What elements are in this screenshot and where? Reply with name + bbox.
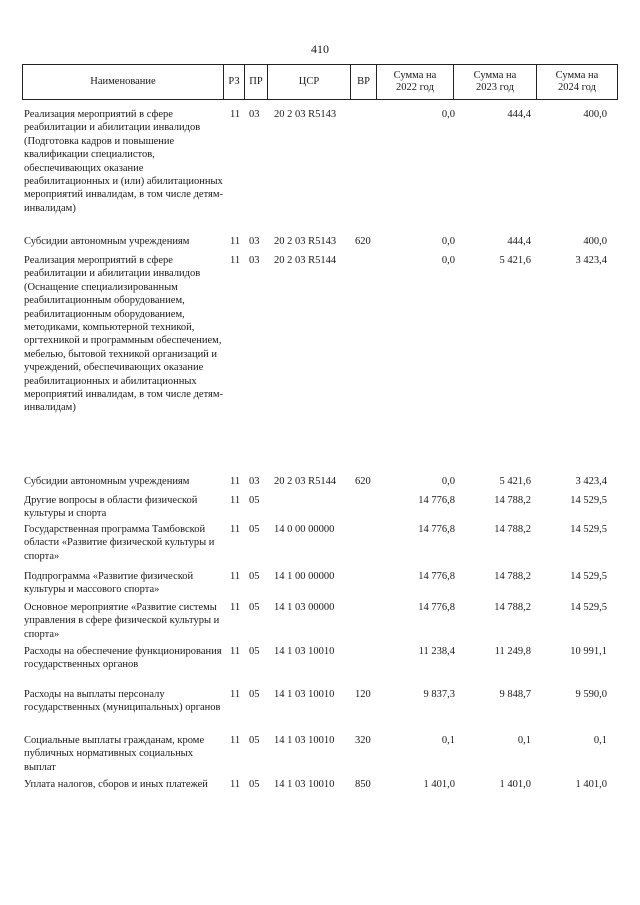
header-csr: ЦСР xyxy=(267,65,350,99)
row-sum-2024: 10 991,1 xyxy=(570,646,607,657)
row-csr: 20 2 03 R5143 xyxy=(274,109,337,120)
row-sum-2024: 3 423,4 xyxy=(575,255,607,266)
row-sum-2023: 0,1 xyxy=(517,735,531,746)
row-name: Субсидии автономным учреждениям xyxy=(24,476,190,487)
row-sum-2024: 1 401,0 xyxy=(575,779,607,790)
row-sum-2022: 11 238,4 xyxy=(418,646,455,657)
row-sum-2022: 0,0 xyxy=(441,236,455,247)
row-sum-2024: 3 423,4 xyxy=(575,476,607,487)
row-sum-2024: 400,0 xyxy=(583,236,607,247)
row-rz: 11 xyxy=(230,495,241,506)
row-pr: 03 xyxy=(249,236,260,247)
row-vr: 850 xyxy=(355,779,371,790)
row-csr: 14 1 03 10010 xyxy=(274,779,335,790)
row-name: Реализация мероприятий в сфере реабилитации и абилитации инвалидов (Подготовка кадров и повышение квалификации специалистов, обеспечивающих оказание реабилитационных и (или) абилитационных мероприятий инвалидам, в том числе детям-инвалидам) xyxy=(24,109,224,214)
row-name: Расходы на обеспечение функционирования государственных органов xyxy=(24,646,222,671)
row-csr: 14 1 03 00000 xyxy=(274,602,335,613)
row-sum-2023: 14 788,2 xyxy=(494,602,531,613)
row-rz: 11 xyxy=(230,571,241,582)
row-pr: 05 xyxy=(249,571,260,582)
row-sum-2022: 0,0 xyxy=(441,476,455,487)
row-sum-2022: 1 401,0 xyxy=(423,779,455,790)
row-rz: 11 xyxy=(230,524,241,535)
row-rz: 11 xyxy=(230,779,241,790)
row-rz: 11 xyxy=(230,735,241,746)
row-sum-2022: 14 776,8 xyxy=(418,495,455,506)
row-csr: 14 1 03 10010 xyxy=(274,735,335,746)
row-csr: 14 1 03 10010 xyxy=(274,646,335,657)
row-sum-2023: 14 788,2 xyxy=(494,495,531,506)
row-pr: 03 xyxy=(249,255,260,266)
row-rz: 11 xyxy=(230,109,241,120)
row-rz: 11 xyxy=(230,602,241,613)
row-rz: 11 xyxy=(230,646,241,657)
row-rz: 11 xyxy=(230,476,241,487)
row-sum-2024: 14 529,5 xyxy=(570,571,607,582)
header-sum-2024: Сумма на 2024 год xyxy=(536,65,617,99)
row-sum-2023: 5 421,6 xyxy=(499,255,531,266)
row-sum-2022: 0,1 xyxy=(441,735,455,746)
row-name: Реализация мероприятий в сфере реабилитации и абилитации инвалидов (Оснащение специализированным реабилитационным оборудованием, реабилитационным оборудованием, методиками, компьютерной техникой, оргтехникой и программным обеспечением, мебелью, бытовой техникой организаций и учреждений, обеспечивающих оказание реабилитационных и абилитационных мероприятий инвалидам, в том числе детям-инвалидам) xyxy=(24,255,224,414)
row-name: Расходы на выплаты персоналу государственных (муниципальных) органов xyxy=(24,689,221,714)
header-sum-2023: Сумма на 2023 год xyxy=(453,65,536,99)
row-sum-2023: 14 788,2 xyxy=(494,571,531,582)
row-name: Субсидии автономным учреждениям xyxy=(24,236,190,247)
row-pr: 05 xyxy=(249,646,260,657)
row-sum-2023: 1 401,0 xyxy=(499,779,531,790)
row-csr: 20 2 03 R5144 xyxy=(274,476,337,487)
row-pr: 05 xyxy=(249,495,260,506)
row-sum-2022: 14 776,8 xyxy=(418,524,455,535)
row-pr: 05 xyxy=(249,779,260,790)
row-pr: 05 xyxy=(249,602,260,613)
row-sum-2024: 14 529,5 xyxy=(570,602,607,613)
row-sum-2022: 14 776,8 xyxy=(418,571,455,582)
row-name: Государственная программа Тамбовской области «Развитие физической культуры и спорта» xyxy=(24,524,215,562)
row-sum-2024: 0,1 xyxy=(593,735,607,746)
row-sum-2024: 400,0 xyxy=(583,109,607,120)
row-pr: 03 xyxy=(249,476,260,487)
row-pr: 05 xyxy=(249,735,260,746)
row-sum-2024: 14 529,5 xyxy=(570,495,607,506)
row-sum-2024: 9 590,0 xyxy=(575,689,607,700)
row-sum-2023: 444,4 xyxy=(507,236,531,247)
header-pr: ПР xyxy=(244,65,267,99)
header-name: Наименование xyxy=(90,76,156,87)
row-sum-2022: 14 776,8 xyxy=(418,602,455,613)
row-sum-2022: 9 837,3 xyxy=(423,689,455,700)
row-sum-2022: 0,0 xyxy=(441,109,455,120)
row-csr: 20 2 03 R5144 xyxy=(274,255,337,266)
row-sum-2023: 14 788,2 xyxy=(494,524,531,535)
row-rz: 11 xyxy=(230,236,241,247)
row-rz: 11 xyxy=(230,689,241,700)
row-sum-2022: 0,0 xyxy=(441,255,455,266)
row-sum-2023: 5 421,6 xyxy=(499,476,531,487)
row-name: Другие вопросы в области физической культуры и спорта xyxy=(24,495,198,520)
row-vr: 120 xyxy=(355,689,371,700)
row-sum-2023: 9 848,7 xyxy=(499,689,531,700)
header-vr: ВР xyxy=(350,65,376,99)
row-pr: 03 xyxy=(249,109,260,120)
header-sum-2022: Сумма на 2022 год xyxy=(376,65,453,99)
row-csr: 20 2 03 R5143 xyxy=(274,236,337,247)
row-name: Социальные выплаты гражданам, кроме публичных нормативных социальных выплат xyxy=(24,735,205,773)
row-name: Уплата налогов, сборов и иных платежей xyxy=(24,779,208,790)
row-pr: 05 xyxy=(249,689,260,700)
page-number: 410 xyxy=(311,42,329,56)
row-name: Подпрограмма «Развитие физической культуры и массового спорта» xyxy=(24,571,194,596)
row-name: Основное мероприятие «Развитие системы управления в сфере физической культуры и спорта» xyxy=(24,602,220,640)
header-rz: РЗ xyxy=(223,65,244,99)
row-sum-2023: 11 249,8 xyxy=(494,646,531,657)
row-csr: 14 0 00 00000 xyxy=(274,524,335,535)
row-vr: 620 xyxy=(355,476,371,487)
row-vr: 320 xyxy=(355,735,371,746)
row-vr: 620 xyxy=(355,236,371,247)
row-pr: 05 xyxy=(249,524,260,535)
row-rz: 11 xyxy=(230,255,241,266)
row-csr: 14 1 00 00000 xyxy=(274,571,335,582)
row-csr: 14 1 03 10010 xyxy=(274,689,335,700)
row-sum-2023: 444,4 xyxy=(507,109,531,120)
row-sum-2024: 14 529,5 xyxy=(570,524,607,535)
